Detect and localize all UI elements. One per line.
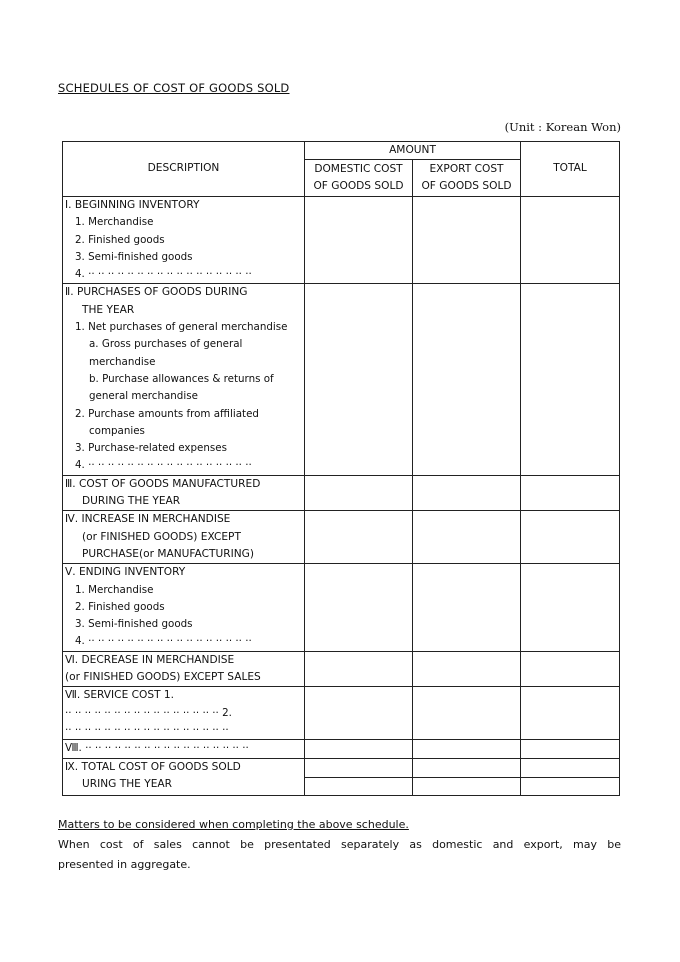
header-row bbox=[63, 142, 620, 160]
section-4-line: PURCHASE(or MANUFACTURING) bbox=[82, 547, 254, 560]
section-2-item: 4. ·· ·· ·· ·· ·· ·· ·· ·· ·· ·· ·· ·· ·· ·· ·· ·· ·· bbox=[75, 459, 252, 472]
domestic-amount-cell bbox=[305, 758, 413, 777]
section-1-item: 1. Merchandise bbox=[75, 216, 154, 229]
page-title: SCHEDULES OF COST OF GOODS SOLD bbox=[58, 81, 290, 95]
section-2-item: merchandise bbox=[89, 355, 156, 368]
section-2-item: 1. Net purchases of general merchandise bbox=[75, 321, 288, 334]
section-2-item: a. Gross purchases of general bbox=[89, 338, 243, 351]
domestic-amount-cell bbox=[305, 197, 413, 284]
section-9-line: URING THE YEAR bbox=[82, 777, 173, 790]
notes-title: Matters to be considered when completing the above schedule. bbox=[58, 818, 409, 831]
section-5-item: 3. Semi-finished goods bbox=[75, 618, 193, 631]
total-amount-cell bbox=[521, 777, 620, 795]
section-ending-inventory bbox=[63, 564, 620, 651]
notes-body-line1: When cost of sales cannot be presentated separately as domestic and export, may be bbox=[58, 838, 621, 851]
section-5-description bbox=[63, 564, 305, 651]
header-export-line1: EXPORT COST bbox=[429, 163, 504, 175]
export-amount-cell bbox=[413, 511, 521, 564]
section-1-item: 3. Semi-finished goods bbox=[75, 250, 193, 263]
export-amount-cell bbox=[413, 777, 521, 795]
total-amount-cell bbox=[521, 197, 620, 284]
section-2-item: b. Purchase allowances & returns of bbox=[89, 372, 274, 385]
header-domestic bbox=[305, 160, 413, 197]
domestic-amount-cell bbox=[305, 511, 413, 564]
section-7-line: Ⅶ. SERVICE COST 1. bbox=[65, 689, 175, 702]
section-1-item: 4. ·· ·· ·· ·· ·· ·· ·· ·· ·· ·· ·· ·· ·· ·· ·· ·· ·· bbox=[75, 268, 252, 281]
section-3-line: DURING THE YEAR bbox=[82, 495, 181, 508]
section-8-description bbox=[63, 740, 305, 758]
domestic-amount-cell bbox=[305, 740, 413, 758]
total-amount-cell bbox=[521, 651, 620, 687]
section-6-description bbox=[63, 651, 305, 687]
total-amount-cell bbox=[521, 740, 620, 758]
section-4-description bbox=[63, 511, 305, 564]
section-2-item: 3. Purchase-related expenses bbox=[75, 442, 227, 455]
total-amount-cell bbox=[521, 475, 620, 511]
section-1-heading: Ⅰ. BEGINNING INVENTORY bbox=[65, 199, 200, 211]
section-total-cost bbox=[63, 758, 620, 777]
total-amount-cell bbox=[521, 284, 620, 475]
total-amount-cell bbox=[521, 687, 620, 740]
total-amount-cell bbox=[521, 511, 620, 564]
section-7-description bbox=[63, 687, 305, 740]
export-amount-cell bbox=[413, 284, 521, 475]
section-6-line: (or FINISHED GOODS) EXCEPT SALES bbox=[65, 671, 261, 684]
section-cost-manufactured bbox=[63, 475, 620, 511]
notes-section bbox=[58, 815, 621, 875]
export-amount-cell bbox=[413, 564, 521, 651]
section-service-cost bbox=[63, 687, 620, 740]
section-decrease-merchandise bbox=[63, 651, 620, 687]
section-8-line: Ⅷ. ·· ·· ·· ·· ·· ·· ·· ·· ·· ·· ·· ·· ·· ·· ·· ·· ·· bbox=[65, 742, 249, 755]
section-1-item: 2. Finished goods bbox=[75, 233, 165, 246]
section-8 bbox=[63, 740, 620, 758]
domestic-amount-cell bbox=[305, 475, 413, 511]
header-description: DESCRIPTION bbox=[63, 142, 305, 197]
section-4-line: Ⅳ. INCREASE IN MERCHANDISE bbox=[65, 513, 231, 526]
section-7-line: ·· ·· ·· ·· ·· ·· ·· ·· ·· ·· ·· ·· ·· ·· ·· ·· ·· bbox=[65, 723, 229, 736]
section-2-item: general merchandise bbox=[89, 390, 198, 403]
section-2-heading: Ⅱ. PURCHASES OF GOODS DURING bbox=[65, 286, 248, 299]
export-amount-cell bbox=[413, 197, 521, 284]
section-2-description bbox=[63, 284, 305, 475]
section-3-line: Ⅲ. COST OF GOODS MANUFACTURED bbox=[65, 477, 261, 490]
domestic-amount-cell bbox=[305, 284, 413, 475]
notes-body-line2: presented in aggregate. bbox=[58, 858, 191, 871]
section-9-description bbox=[63, 758, 305, 795]
section-2-item: 2. Purchase amounts from affiliated bbox=[75, 407, 259, 420]
header-export bbox=[413, 160, 521, 197]
cost-of-goods-schedule-table bbox=[62, 141, 620, 796]
section-2-heading-cont: THE YEAR bbox=[82, 303, 135, 316]
export-amount-cell bbox=[413, 475, 521, 511]
export-amount-cell bbox=[413, 740, 521, 758]
section-5-item: 1. Merchandise bbox=[75, 583, 154, 596]
unit-label: (Unit : Korean Won) bbox=[504, 120, 621, 134]
section-beginning-inventory bbox=[63, 197, 620, 284]
header-domestic-line2: OF GOODS SOLD bbox=[313, 180, 404, 192]
section-9-line: Ⅸ. TOTAL COST OF GOODS SOLD bbox=[65, 760, 241, 773]
export-amount-cell bbox=[413, 687, 521, 740]
domestic-amount-cell bbox=[305, 651, 413, 687]
section-1-description bbox=[63, 197, 305, 284]
domestic-amount-cell bbox=[305, 777, 413, 795]
export-amount-cell bbox=[413, 651, 521, 687]
header-domestic-line1: DOMESTIC COST bbox=[314, 163, 403, 175]
section-4-line: (or FINISHED GOODS) EXCEPT bbox=[82, 530, 241, 543]
section-3-description bbox=[63, 475, 305, 511]
domestic-amount-cell bbox=[305, 687, 413, 740]
domestic-amount-cell bbox=[305, 564, 413, 651]
header-total: TOTAL bbox=[521, 142, 620, 197]
section-6-line: Ⅵ. DECREASE IN MERCHANDISE bbox=[65, 653, 235, 666]
section-purchases bbox=[63, 284, 620, 475]
section-7-line: ·· ·· ·· ·· ·· ·· ·· ·· ·· ·· ·· ·· ·· ·· ·· ·· 2. bbox=[65, 706, 232, 719]
section-5-item: 4. ·· ·· ·· ·· ·· ·· ·· ·· ·· ·· ·· ·· ·· ·· ·· ·· ·· bbox=[75, 635, 252, 648]
section-5-item: 2. Finished goods bbox=[75, 600, 165, 613]
section-increase-merchandise bbox=[63, 511, 620, 564]
section-5-heading: Ⅴ. ENDING INVENTORY bbox=[65, 566, 186, 579]
total-amount-cell bbox=[521, 564, 620, 651]
header-export-line2: OF GOODS SOLD bbox=[421, 180, 512, 192]
section-2-item: companies bbox=[89, 424, 145, 437]
total-amount-cell bbox=[521, 758, 620, 777]
header-amount: AMOUNT bbox=[305, 142, 521, 160]
export-amount-cell bbox=[413, 758, 521, 777]
